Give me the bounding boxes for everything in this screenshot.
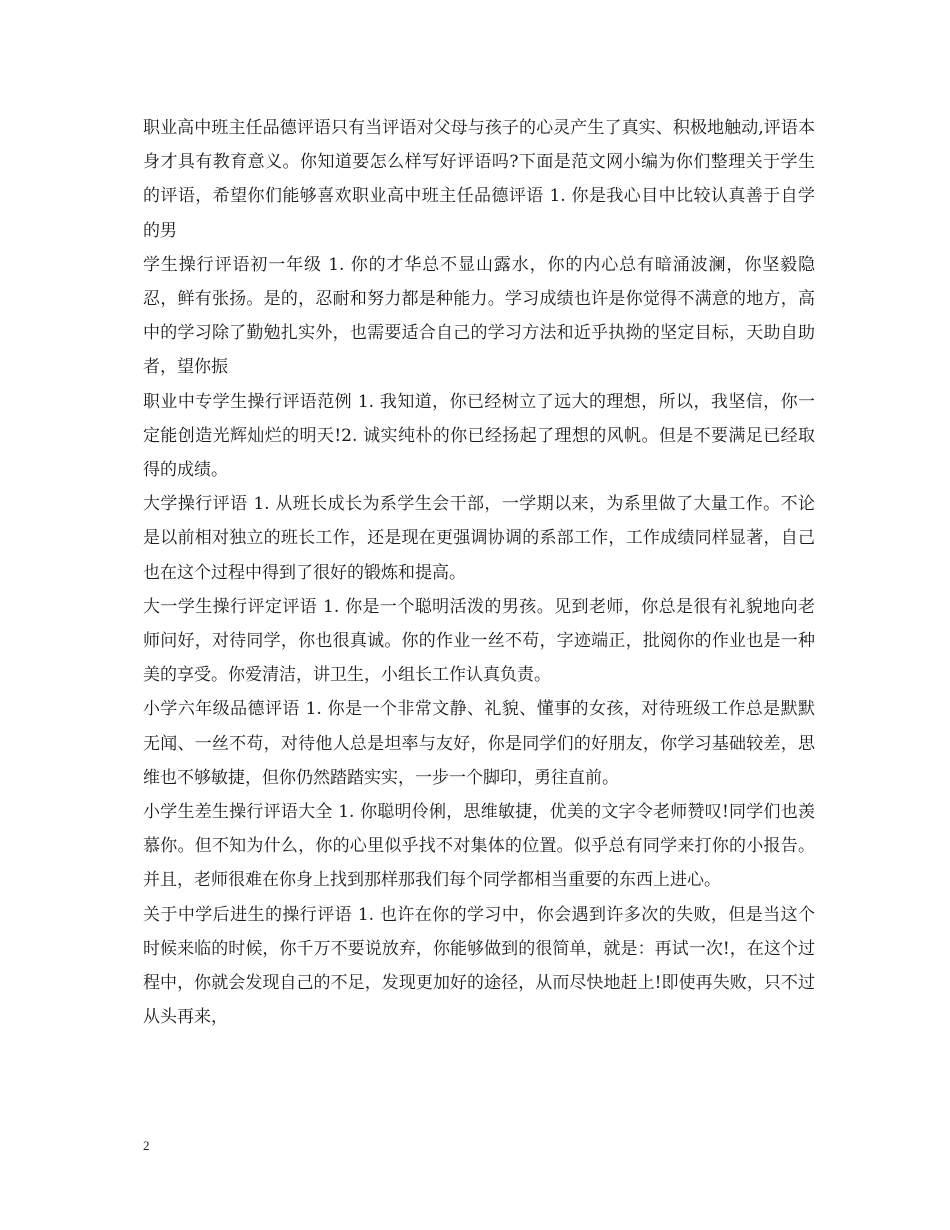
paragraph-struggling-student-evaluation: 小学生差生操行评语大全 1. 你聪明伶俐，思维敏捷，优美的文字令老师赞叹!同学们也羡慕你。但不知为什么，你的心里似乎找不对集体的位置。似乎总有同学来打你的小报告。并且，老师很难在你身上找到那样那我们每个同学都相当重要的东西上进心。 bbox=[143, 802, 815, 891]
paragraph-underachiever-evaluation: 关于中学后进生的操行评语 1. 也许在你的学习中，你会遇到许多次的失败，但是当这个时候来临的时候，你千万不要说放弃，你能够做到的很简单，就是：再试一次!，在这个过程中，你就会发现自己的不足，发现更加好的途径，从而尽快地赶上!即使再失败，只不过从头再来， bbox=[143, 904, 815, 1028]
paragraph-university-evaluation: 大学操行评语 1. 从班长成长为系学生会干部，一学期以来，为系里做了大量工作。不论是以前相对独立的班长工作，还是现在更强调协调的系部工作，工作成绩同样显著，自己也在这个过程中得到了很好的锻炼和提高。 bbox=[143, 494, 815, 583]
document-body bbox=[143, 111, 815, 1034]
page-number: 2 bbox=[143, 1138, 150, 1153]
paragraph-junior-high-evaluation: 学生操行评语初一年级 1. 你的才华总不显山露水，你的内心总有暗涌波澜，你坚毅隐忍，鲜有张扬。是的，忍耐和努力都是种能力。学习成绩也许是你觉得不满意的地方，高中的学习除了勤勉扎实外，也需要适合自己的学习方法和近乎执拗的坚定目标，天助自助者，望你振 bbox=[143, 254, 815, 378]
paragraph-intro: 职业高中班主任品德评语只有当评语对父母与孩子的心灵产生了真实、积极地触动,评语本身才具有教育意义。你知道要怎么样写好评语吗?下面是范文网小编为你们整理关于学生的评语，希望你们能够喜欢职业高中班主任品德评语 1. 你是我心目中比较认真善于自学的男 bbox=[143, 118, 815, 241]
paragraph-freshman-evaluation: 大一学生操行评定评语 1. 你是一个聪明活泼的男孩。见到老师，你总是很有礼貌地向老师问好，对待同学，你也很真诚。你的作业一丝不苟，字迹端正，批阅你的作业也是一种美的享受。你爱清洁，讲卫生，小组长工作认真负责。 bbox=[143, 596, 815, 686]
paragraph-vocational-evaluation: 职业中专学生操行评语范例 1. 我知道，你已经树立了远大的理想，所以，我坚信，你一定能创造光辉灿烂的明天!2. 诚实纯朴的你已经扬起了理想的风帆。但是不要满足已经取得的成绩。 bbox=[143, 391, 815, 481]
paragraph-grade-six-evaluation: 小学六年级品德评语 1. 你是一个非常文静、礼貌、懂事的女孩，对待班级工作总是默默无闻、一丝不苟，对待他人总是坦率与友好，你是同学们的好朋友，你学习基础较差，思维也不够敏捷，但你仍然踏踏实实，一步一个脚印，勇往直前。 bbox=[143, 699, 815, 788]
